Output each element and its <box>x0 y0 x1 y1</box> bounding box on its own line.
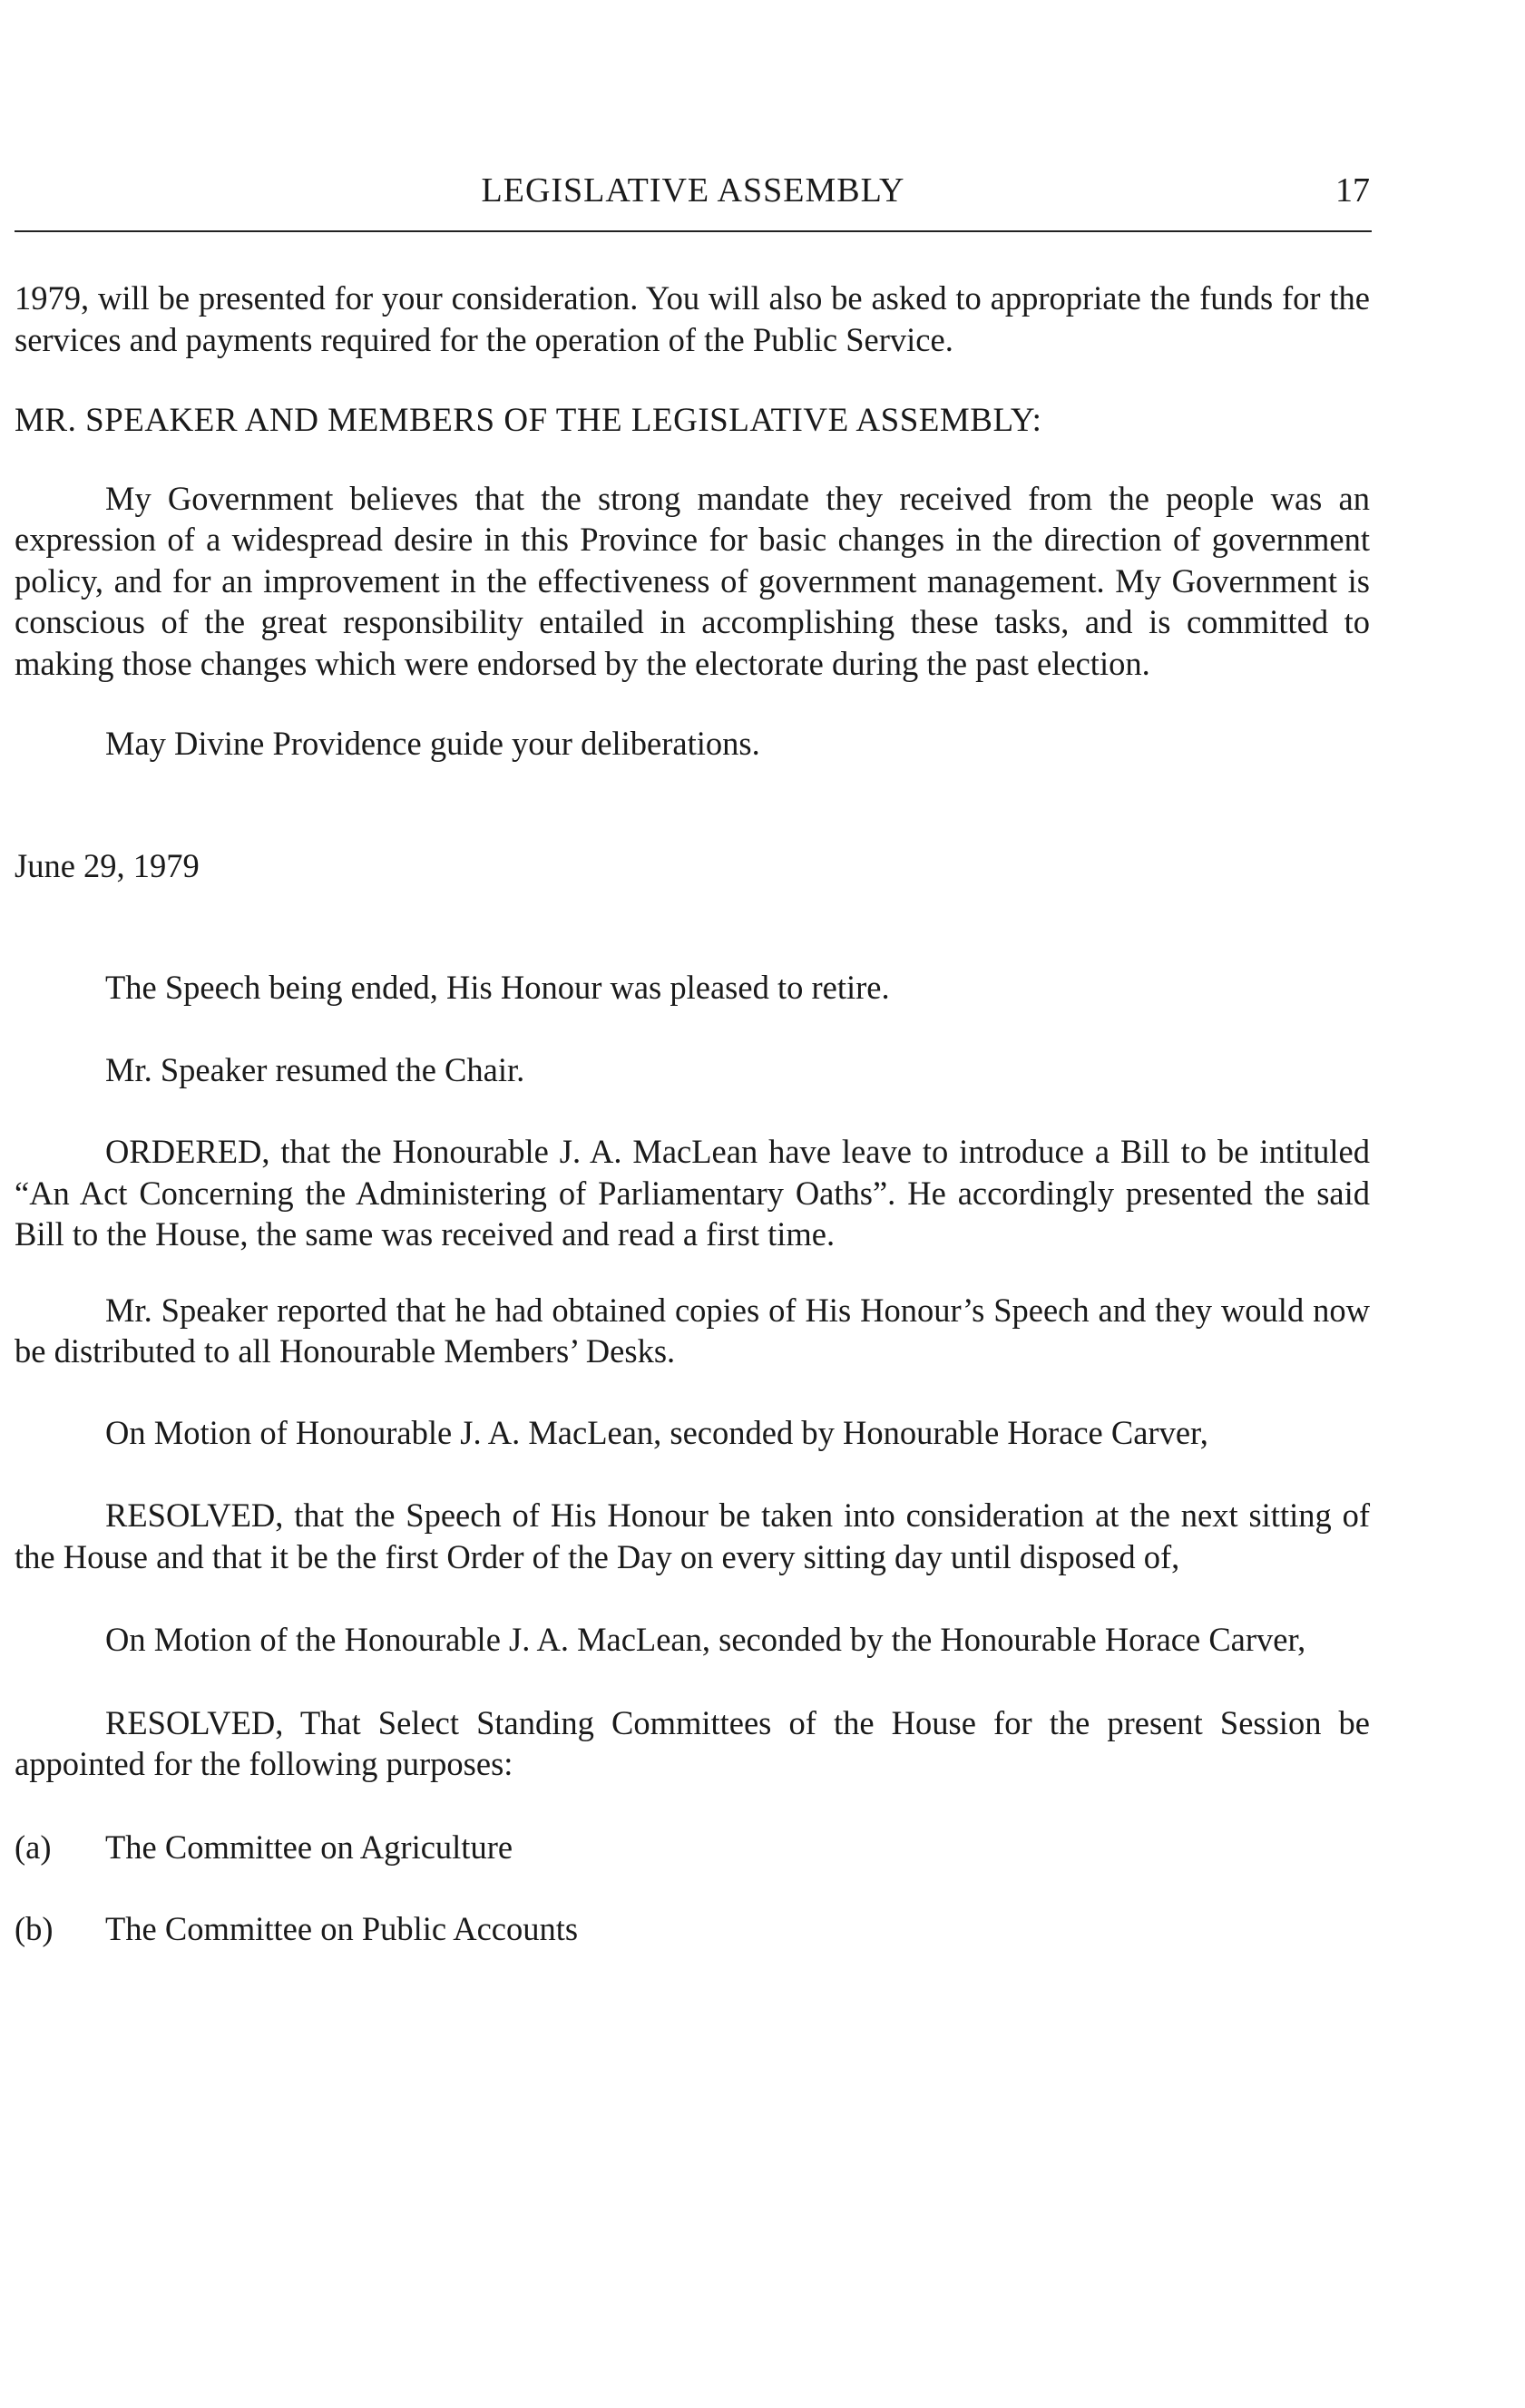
committee-name: The Committee on Agriculture <box>105 1828 513 1866</box>
intro-paragraph: 1979, will be presented for your consideration. You will also be asked to appropriate the funds for the services and payments required for the operation of the Public Service. <box>15 279 1370 358</box>
ordered-paragraph: ORDERED, that the Honourable J. A. MacLean have leave to introduce a Bill to be intituled “An Act Concerning the Administering of Parliamentary Oaths”. He accordingly presented the said Bill to the House, the same was received and read a first time. <box>15 1133 1370 1253</box>
copies-paragraph: Mr. Speaker reported that he had obtained copies of His Honour’s Speech and they would now be distributed to all Honourable Members’ Desks. <box>15 1291 1370 1370</box>
committee-list-item <box>15 1827 1370 1868</box>
header-rule <box>15 230 1372 232</box>
resolved-paragraph-2: RESOLVED, That Select Standing Committees of the House for the present Session be appointed for the following purposes: <box>15 1703 1370 1782</box>
running-title: LEGISLATIVE ASSEMBLY <box>481 171 905 210</box>
list-marker: (a) <box>15 1828 52 1866</box>
committee-list-item <box>15 1908 1370 1950</box>
speaker-resumed-paragraph: Mr. Speaker resumed the Chair. <box>105 1050 525 1088</box>
committee-name: The Committee on Public Accounts <box>105 1910 579 1947</box>
list-marker: (b) <box>15 1910 54 1947</box>
document-body <box>15 278 1370 1950</box>
page-number: 17 <box>1335 171 1370 210</box>
address-heading: MR. SPEAKER AND MEMBERS OF THE LEGISLATIVE ASSEMBLY: <box>15 402 1042 439</box>
motion-paragraph-1: On Motion of Honourable J. A. MacLean, seconded by Honourable Horace Carver, <box>105 1413 1208 1451</box>
running-head <box>16 171 1370 218</box>
mandate-paragraph: My Government believes that the strong mandate they received from the people was an expression of a widespread desire in this Province for basic changes in the direction of government policy, and for an improvement in the effectiveness of government management. My Government is conscious of the great responsibility entailed in accomplishing these tasks, and is committed to making those changes which were endorsed by the electorate during the past election. <box>15 479 1370 682</box>
motion-paragraph-2: On Motion of the Honourable J. A. MacLean, seconded by the Honourable Horace Carver, <box>105 1621 1306 1658</box>
providence-paragraph: May Divine Providence guide your deliberations. <box>105 725 760 762</box>
speech-ended-paragraph: The Speech being ended, His Honour was pleased to retire. <box>105 969 890 1006</box>
speech-date: June 29, 1979 <box>15 846 200 884</box>
resolved-paragraph-1: RESOLVED, that the Speech of His Honour be taken into consideration at the next sitting of the House and that it be the first Order of the Day on every sitting day until disposed of, <box>15 1496 1370 1575</box>
